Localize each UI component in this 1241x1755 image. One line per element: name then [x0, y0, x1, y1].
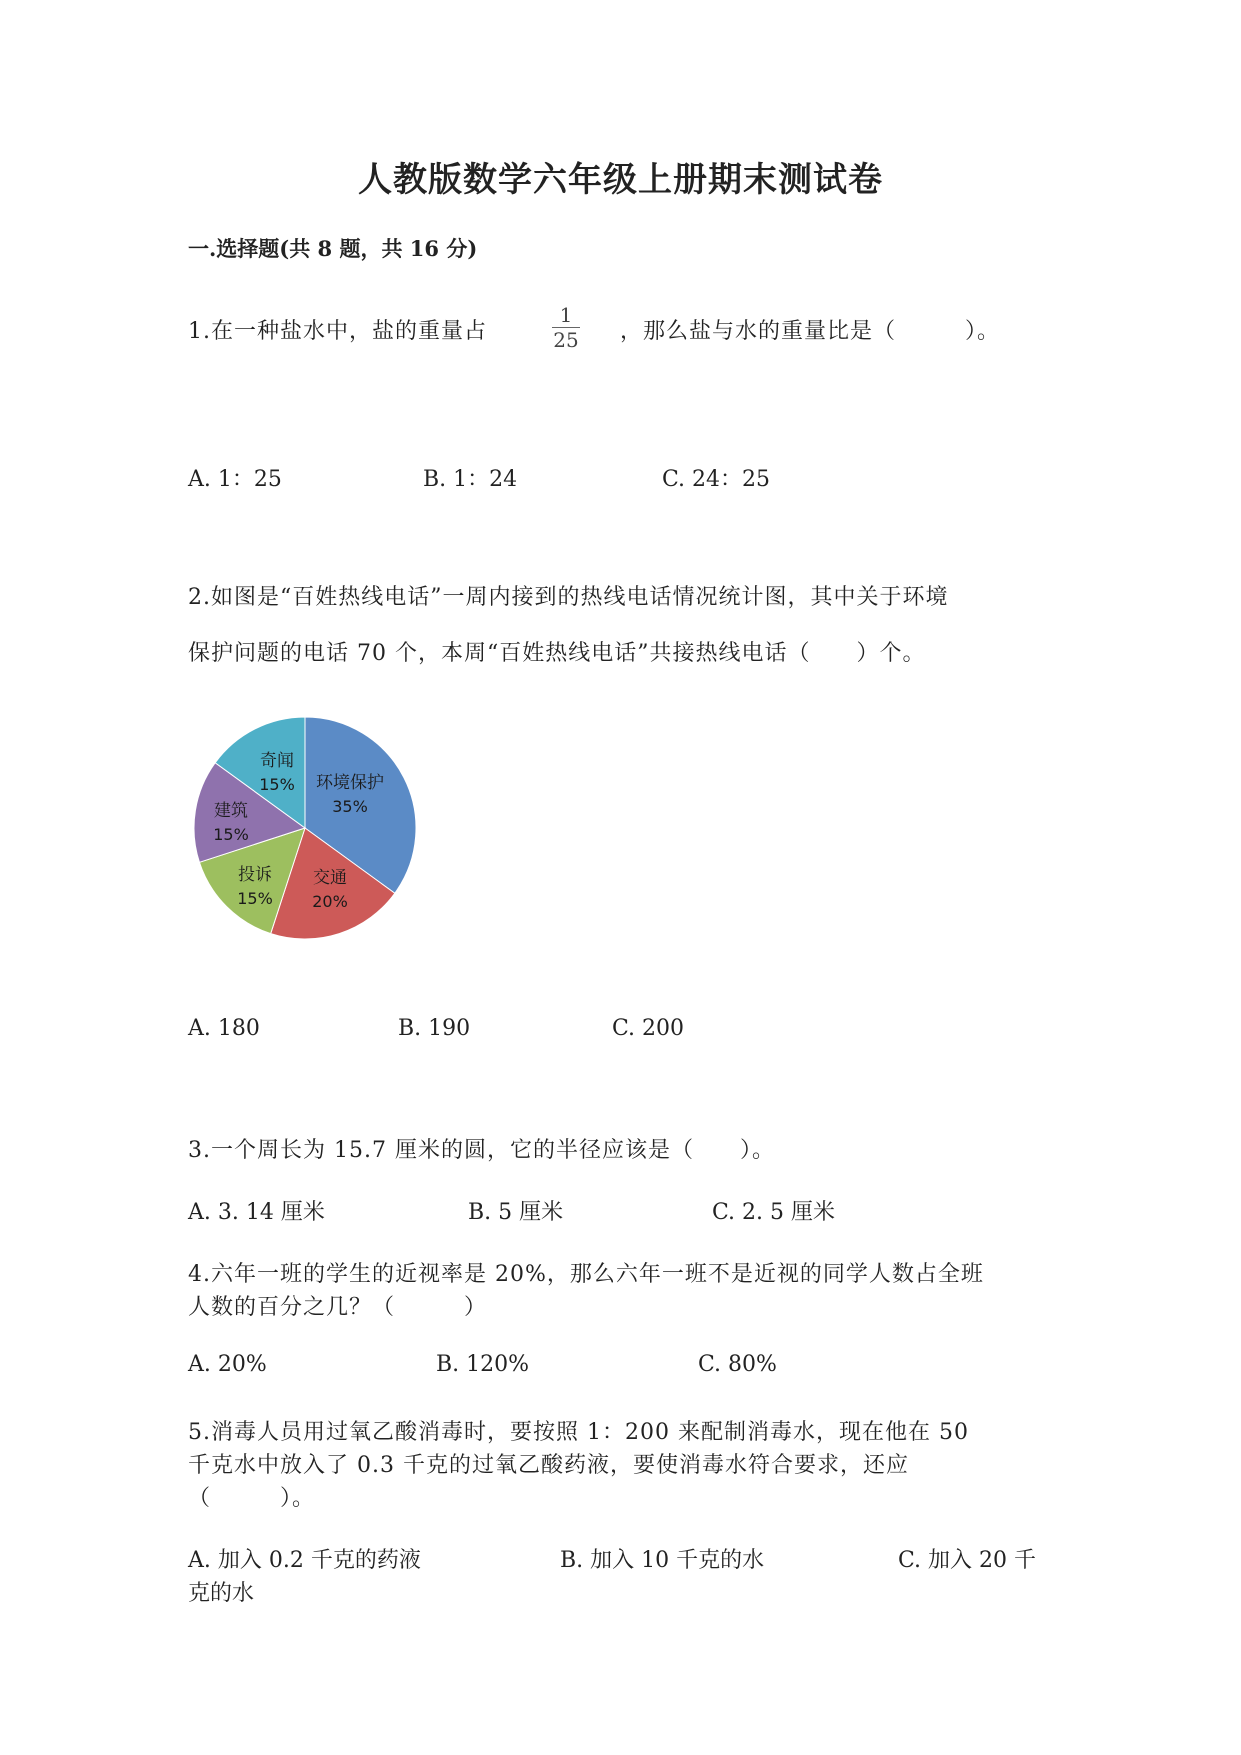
q3-text: 3.一个周长为 15.7 厘米的圆，它的半径应该是（ ）。	[188, 1138, 775, 1163]
q2-option-a: A. 180	[188, 1016, 260, 1041]
q2-option-b: B. 190	[398, 1016, 471, 1041]
pie-slice-label-2: 投诉	[238, 865, 272, 885]
q5-option-b: B. 加入 10 千克的水	[560, 1548, 765, 1573]
q1-fraction-denominator: 25	[553, 328, 579, 352]
q5-line-1: 5.消毒人员用过氧乙酸消毒时，要按照 1：200 来配制消毒水，现在他在 50	[188, 1420, 969, 1445]
q1-option-a: A. 1：25	[188, 467, 282, 492]
q1-text-after: ，那么盐与水的重量比是（ ）。	[620, 319, 1001, 344]
q4-line-2: 人数的百分之几？（ ）	[188, 1295, 488, 1320]
pie-slice-percent-4: 15%	[259, 775, 295, 794]
pie-slice-label-4: 奇闻	[260, 751, 294, 771]
q4-line-1: 4.六年一班的学生的近视率是 20%，那么六年一班不是近视的同学人数占全班	[188, 1262, 984, 1287]
pie-slice-percent-1: 20%	[312, 892, 348, 911]
pie-slice-label-3: 建筑	[214, 801, 248, 821]
q1-text-before: 1.在一种盐水中，盐的重量占	[188, 319, 487, 344]
q3-option-b: B. 5 厘米	[468, 1200, 564, 1225]
q5-option-a: A. 加入 0.2 千克的药液	[188, 1548, 421, 1573]
q1-option-b: B. 1：24	[423, 467, 518, 492]
q1-fraction-numerator: 1	[559, 303, 573, 327]
q2-line-2: 保护问题的电话 70 个，本周“百姓热线电话”共接热线电话（ ）个。	[188, 641, 926, 666]
q5-line-3: （ ）。	[188, 1486, 316, 1511]
pie-slice-percent-3: 15%	[213, 825, 249, 844]
q5-option-c-continued: 克的水	[188, 1581, 255, 1606]
section-heading: 一.选择题(共 8 题，共 16 分)	[188, 236, 478, 261]
pie-slice-label-0: 环境保护	[316, 773, 384, 793]
q3-option-a: A. 3. 14 厘米	[188, 1200, 325, 1225]
q2-line-1: 2.如图是“百姓热线电话”一周内接到的热线电话情况统计图，其中关于环境	[188, 585, 949, 610]
q5-option-c: C. 加入 20 千	[898, 1548, 1037, 1573]
q1-option-c: C. 24：25	[662, 467, 771, 492]
q1-fraction	[548, 304, 584, 351]
pie-slice-percent-0: 35%	[332, 797, 368, 816]
pie-slice-percent-2: 15%	[237, 889, 273, 908]
q4-option-a: A. 20%	[188, 1352, 267, 1377]
q3-option-c: C. 2. 5 厘米	[712, 1200, 836, 1225]
q4-option-c: C. 80%	[698, 1352, 777, 1377]
pie-slice-label-1: 交通	[313, 868, 347, 888]
q4-option-b: B. 120%	[436, 1352, 530, 1377]
q5-line-2: 千克水中放入了 0.3 千克的过氧乙酸药液，要使消毒水符合要求，还应	[188, 1453, 909, 1478]
page-title: 人教版数学六年级上册期末测试卷	[358, 160, 883, 200]
q2-option-c: C. 200	[612, 1016, 685, 1041]
pie-chart	[180, 715, 440, 955]
